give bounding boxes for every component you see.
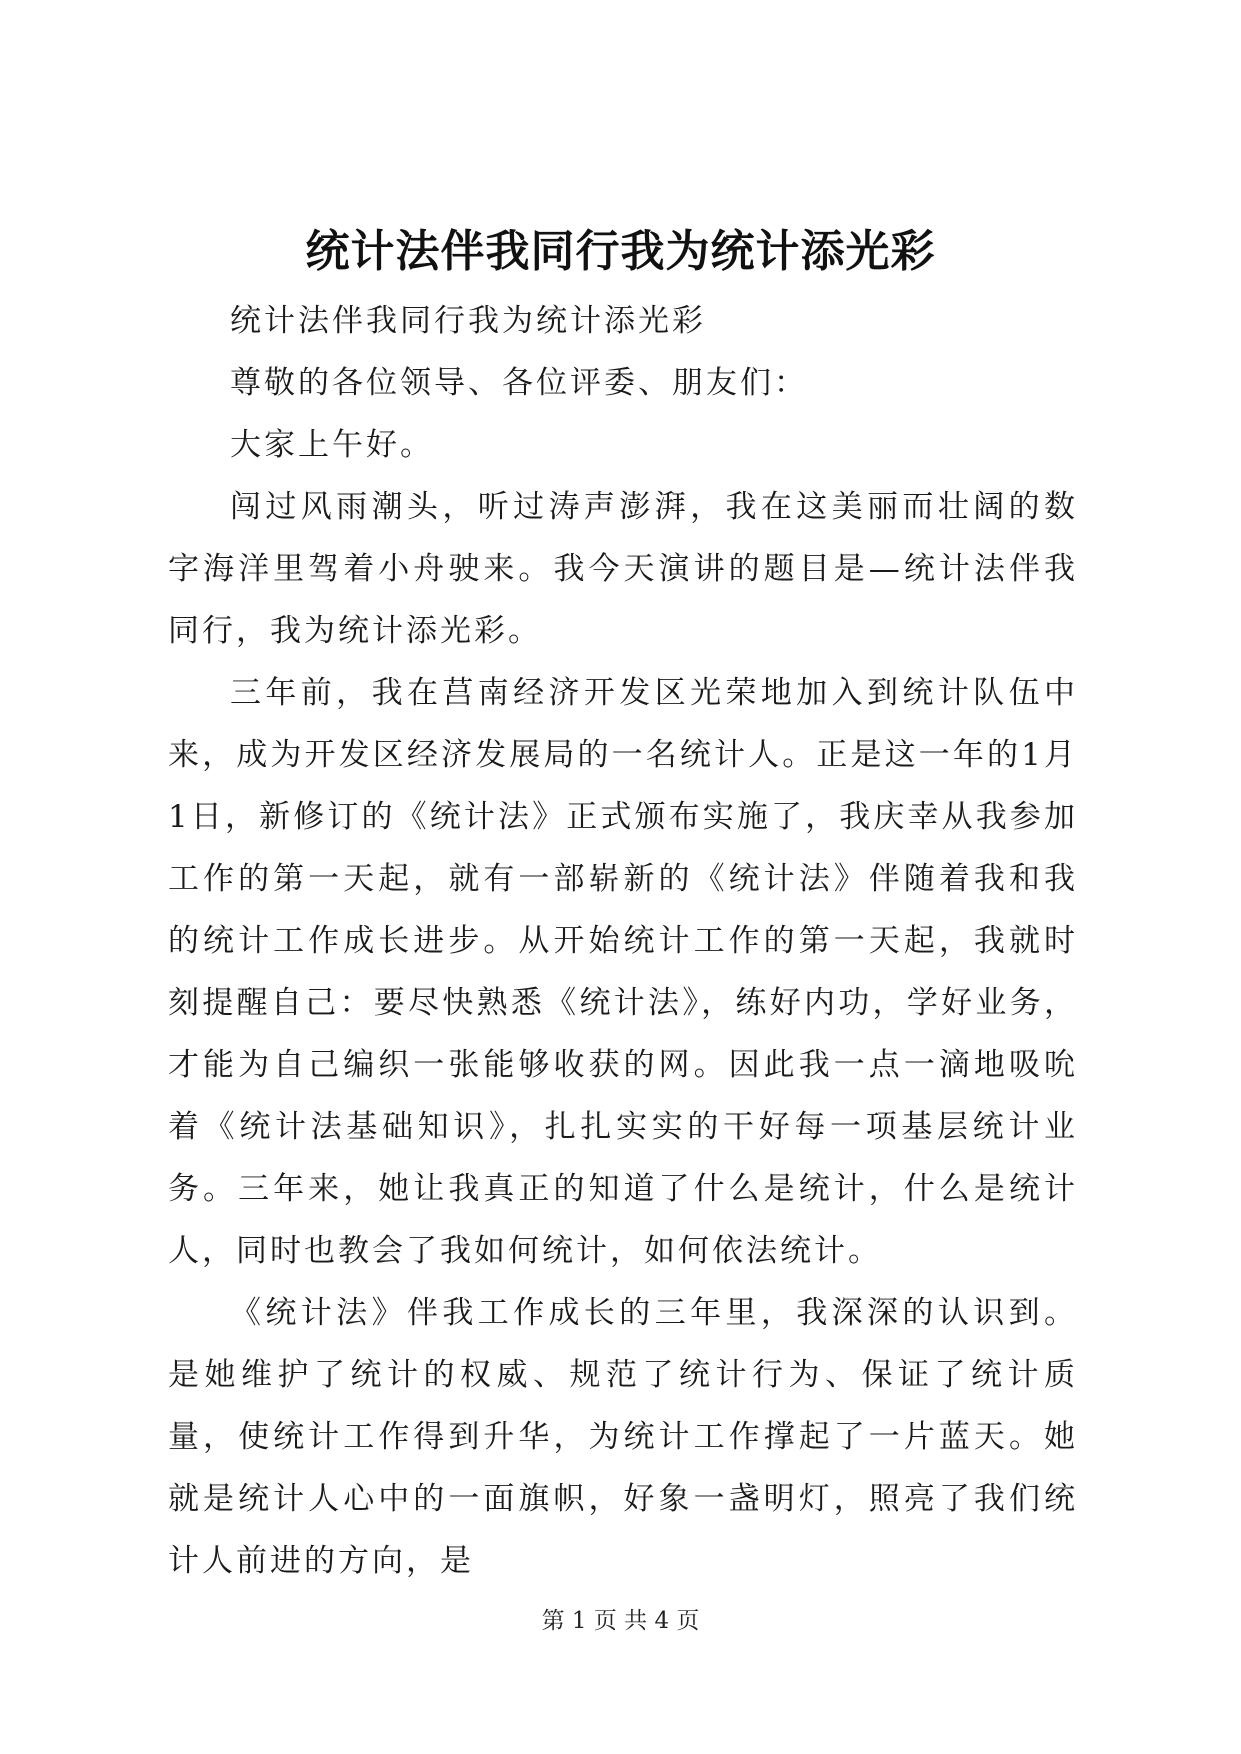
page-number: 第 1 页 共 4 页 [541, 1608, 700, 1634]
paragraph-greeting: 大家上午好。 [230, 427, 434, 463]
paragraph-three-years-ago: 三年前，我在莒南经济开发区光荣地加入到统计队伍中来，成为开发区经济发展局的一名统计人。正是这一年的1月1日，新修订的《统计法》正式颁布实施了，我庆幸从我参加工作的第一天起，就有一部崭新的《统计法》伴随着我和我的统计工作成长进步。从开始统计工作的第一天起，我就时刻提醒自己：要尽快熟悉《统计法》，练好内功，学好业务，才能为自己编织一张能够收获的网。因此我一点一滴地吸吮着《统计法基础知识》，扎扎实实的干好每一项基层统计业务。三年来，她让我真正的知道了什么是统计，什么是统计人，同时也教会了我如何统计，如何依法统计。 [168, 675, 1078, 1269]
paragraph-salutation: 尊敬的各位领导、各位评委、朋友们： [230, 365, 808, 401]
paragraph-intro: 闯过风雨潮头，听过涛声澎湃，我在这美丽而壮阔的数字海洋里驾着小舟驶来。我今天演讲的题目是—统计法伴我同行，我为统计添光彩。 [168, 489, 1078, 649]
paragraph-reflection: 《统计法》伴我工作成长的三年里，我深深的认识到。是她维护了统计的权威、规范了统计行为、保证了统计质量，使统计工作得到升华，为统计工作撑起了一片蓝天。她就是统计人心中的一面旗帜，好象一盏明灯，照亮了我们统计人前进的方向，是 [168, 1295, 1078, 1579]
document-body [168, 290, 1078, 1592]
document-title: 统计法伴我同行我为统计添光彩 [305, 226, 936, 277]
paragraph-subtitle: 统计法伴我同行我为统计添光彩 [230, 303, 706, 339]
